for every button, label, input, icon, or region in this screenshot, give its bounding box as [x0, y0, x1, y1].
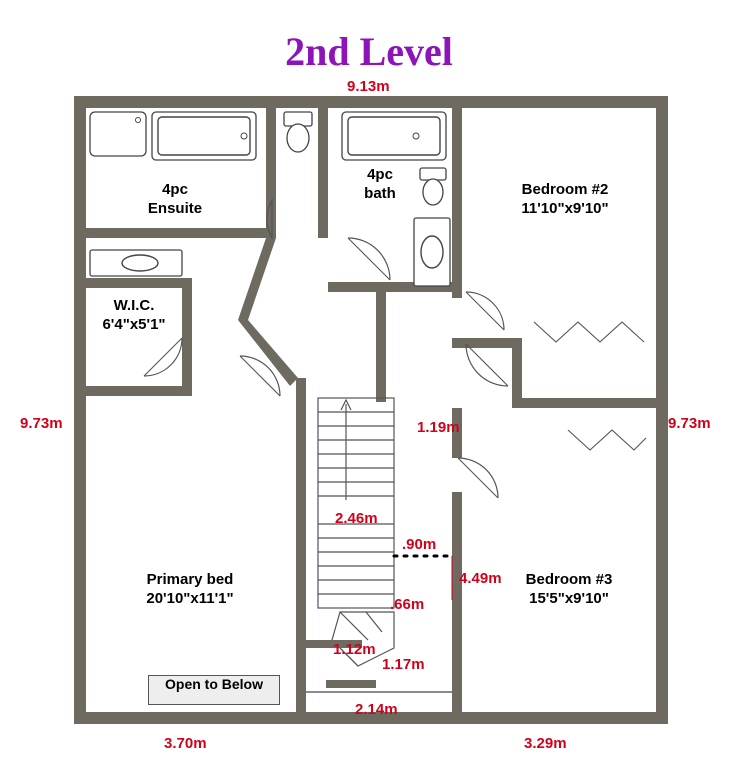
- door-swings: [144, 200, 646, 498]
- dimension-top-overall: 9.13m: [347, 78, 390, 95]
- room-label-line: 4pc: [162, 181, 188, 198]
- room-label-line: 11'10"x9'10": [521, 200, 609, 217]
- dimension-right-overall: 9.73m: [668, 415, 711, 432]
- room-label-line: W.I.C.: [113, 297, 155, 314]
- dimension-bottom-left: 3.70m: [164, 735, 207, 752]
- dimension-bottom-2-14: 2.14m: [355, 701, 398, 718]
- room-label-bath: [290, 165, 470, 203]
- open-to-below-box: Open to Below: [148, 675, 280, 705]
- room-label-line: 15'5"x9'10": [529, 590, 609, 607]
- room-label-line: 6'4"x5'1": [102, 316, 166, 333]
- room-label-line: Ensuite: [147, 200, 203, 217]
- room-label-bedroom-2: [475, 180, 655, 218]
- dimension-markers: [306, 556, 452, 692]
- room-label-primary-bed: [100, 570, 280, 608]
- dimension-stair-2-46: 2.46m: [335, 510, 378, 527]
- dimension-bottom-right: 3.29m: [524, 735, 567, 752]
- dimension-stair-1-19: 1.19m: [417, 419, 460, 436]
- room-label-line: 20'10"x11'1": [146, 590, 234, 607]
- room-label-line: Bedroom #3: [525, 571, 613, 588]
- room-label-line: Bedroom #2: [521, 181, 609, 198]
- dimension-stair-1-17: 1.17m: [382, 656, 425, 673]
- page-title: 2nd Level: [285, 29, 453, 74]
- dimension-bed3-4-49: 4.49m: [459, 570, 502, 587]
- room-label-wic: [44, 296, 224, 334]
- dimension-stair-1-12: 1.12m: [333, 641, 376, 658]
- room-label-ensuite: [85, 180, 265, 218]
- dimension-stair-0-66: .66m: [390, 596, 425, 613]
- room-label-line: 4pc: [367, 166, 393, 183]
- dimension-left-overall: 9.73m: [20, 415, 63, 432]
- room-label-line: bath: [364, 185, 396, 202]
- room-label-bedroom-3: [479, 570, 659, 608]
- room-label-line: Primary bed: [146, 571, 234, 588]
- dimension-stair-0-90: .90m: [402, 536, 437, 553]
